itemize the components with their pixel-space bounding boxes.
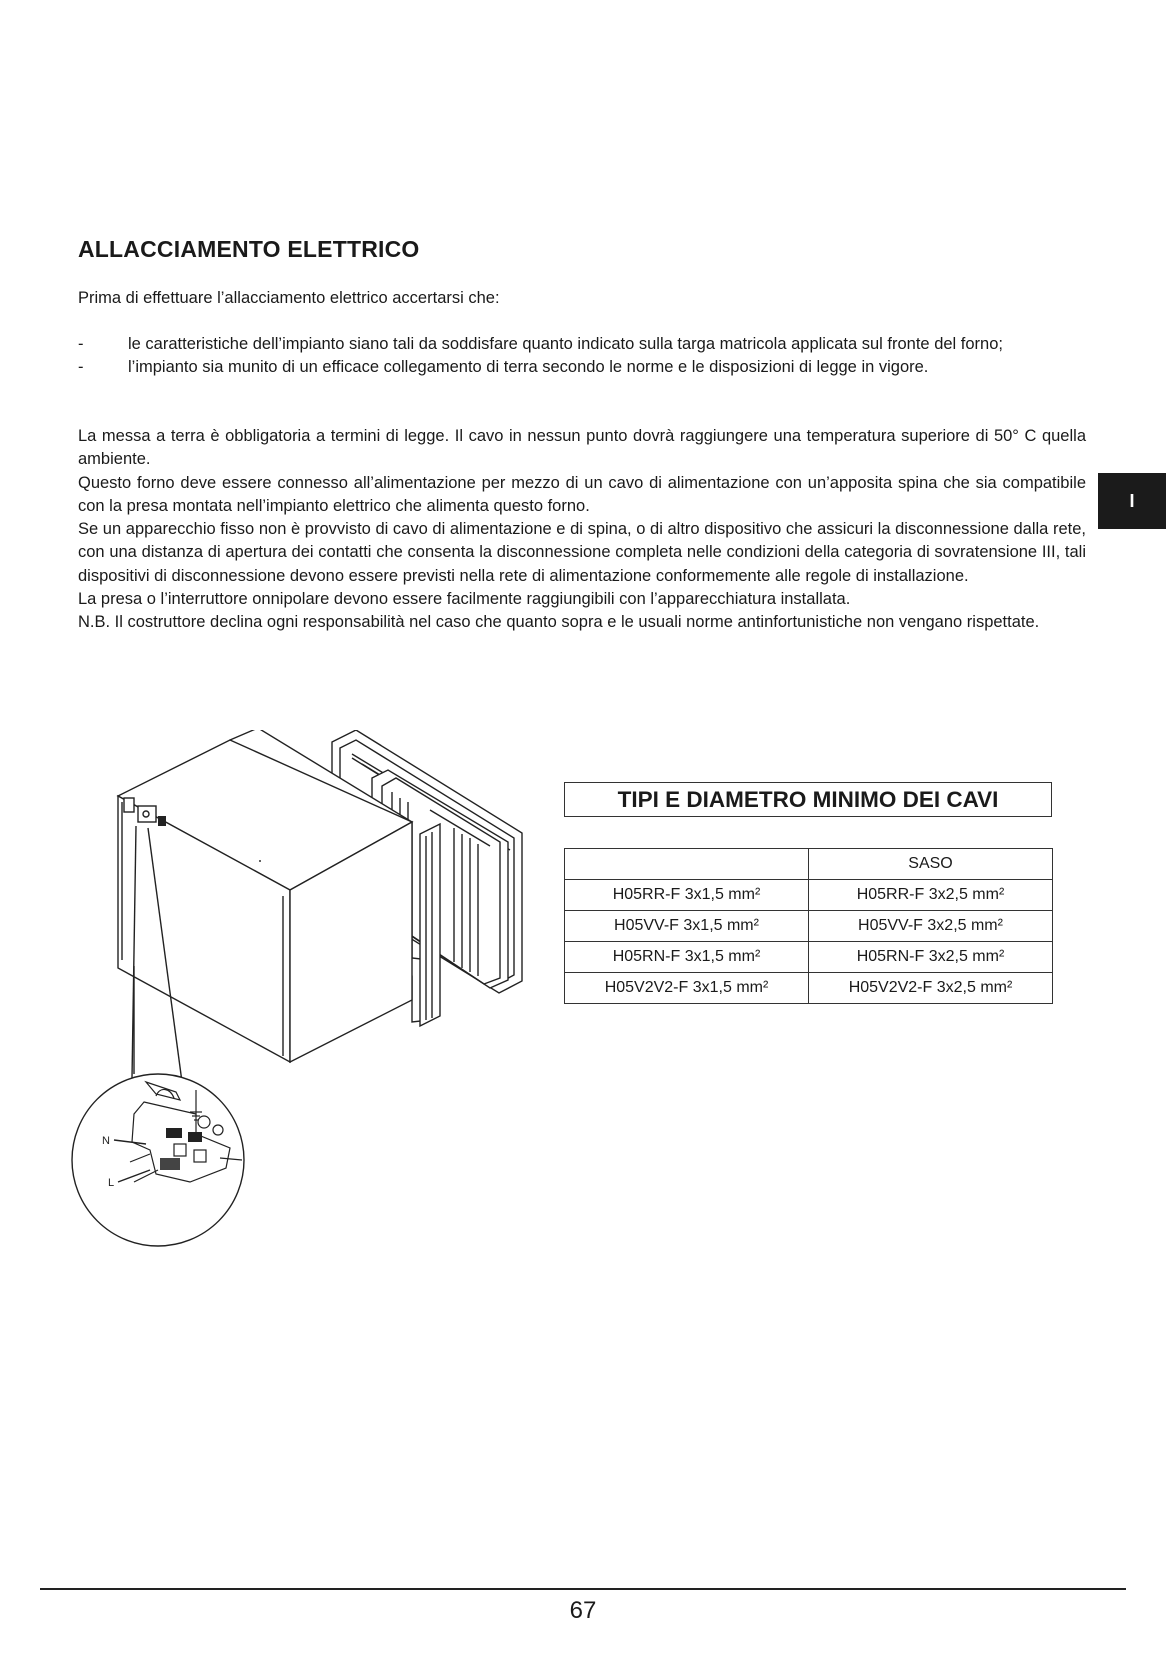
table-cell: H05VV-F 3x1,5 mm² (565, 911, 809, 942)
bullet-marker: - (78, 358, 84, 376)
paragraph: Questo forno deve essere connesso all’alimentazione per mezzo di un cavo di alimentazione con un’apposita spina che sia compatibile con la presa montata nell’impianto elettrico che alimenta questo forno. (78, 473, 1086, 515)
bullet-marker: - (78, 335, 84, 353)
table-cell: H05RN-F 3x1,5 mm² (565, 942, 809, 973)
table-cell: H05RN-F 3x2,5 mm² (809, 942, 1053, 973)
footer-rule (40, 1588, 1126, 1590)
paragraph: La presa o l’interruttore onnipolare devono essere facilmente raggiungibili con l’apparecchiatura installata. (78, 590, 851, 609)
neutral-label: N (102, 1135, 110, 1147)
cable-table (564, 848, 1053, 1004)
table-header-cell: SASO (809, 849, 1053, 880)
table-row (565, 973, 1053, 1004)
table-cell: H05VV-F 3x2,5 mm² (809, 911, 1053, 942)
table-header-row (565, 849, 1053, 880)
table-title: TIPI E DIAMETRO MINIMO DEI CAVI (564, 782, 1052, 817)
live-label: L (108, 1177, 115, 1189)
paragraph: La messa a terra è obbligatoria a termini di legge. Il cavo in nessun punto dovrà raggiungere una temperatura superiore di 50° C quella ambiente. (78, 427, 1086, 469)
list-item-text: l’impianto sia munito di un efficace collegamento di terra secondo le norme e le disposizioni di legge in vigore. (128, 358, 929, 376)
intro-text: Prima di effettuare l’allacciamento elettrico accertarsi che: (78, 289, 500, 307)
table-row (565, 942, 1053, 973)
page-number: 67 (569, 1597, 597, 1624)
language-tab: I (1098, 473, 1166, 529)
table-cell: H05RR-F 3x1,5 mm² (565, 880, 809, 911)
table-row (565, 911, 1053, 942)
table-row (565, 880, 1053, 911)
paragraph: Se un apparecchio fisso non è provvisto di cavo di alimentazione e di spina, o di altro dispositivo che assicuri la disconnessione dalla rete, con una distanza di apertura dei contatti che consenta la disconnessione completa nelle condizioni della categoria di sovratensione III, tali dispositivi di disconnessione devono essere previsti nella rete di alimentazione conformemente alle regole di installazione. (78, 520, 1086, 585)
paragraph: N.B. Il costruttore declina ogni responsabilità nel caso che quanto sopra e le usuali norme antinfortunistiche non vengano rispettate. (78, 613, 1040, 632)
oven-wiring-illustration (70, 730, 540, 1320)
section-heading: ALLACCIAMENTO ELETTRICO (78, 236, 420, 262)
terminal-block-detail (72, 1074, 244, 1246)
table-cell: H05V2V2-F 3x2,5 mm² (809, 973, 1053, 1004)
table-cell: H05RR-F 3x2,5 mm² (809, 880, 1053, 911)
list-item (78, 356, 1086, 379)
table-header-cell (565, 849, 809, 880)
body-text (78, 425, 1086, 635)
list-item (78, 333, 1086, 356)
requirements-list (78, 333, 1086, 379)
list-item-text: le caratteristiche dell’impianto siano tali da soddisfare quanto indicato sulla targa matricola applicata sul fronte del forno; (128, 335, 1003, 353)
table-cell: H05V2V2-F 3x1,5 mm² (565, 973, 809, 1004)
